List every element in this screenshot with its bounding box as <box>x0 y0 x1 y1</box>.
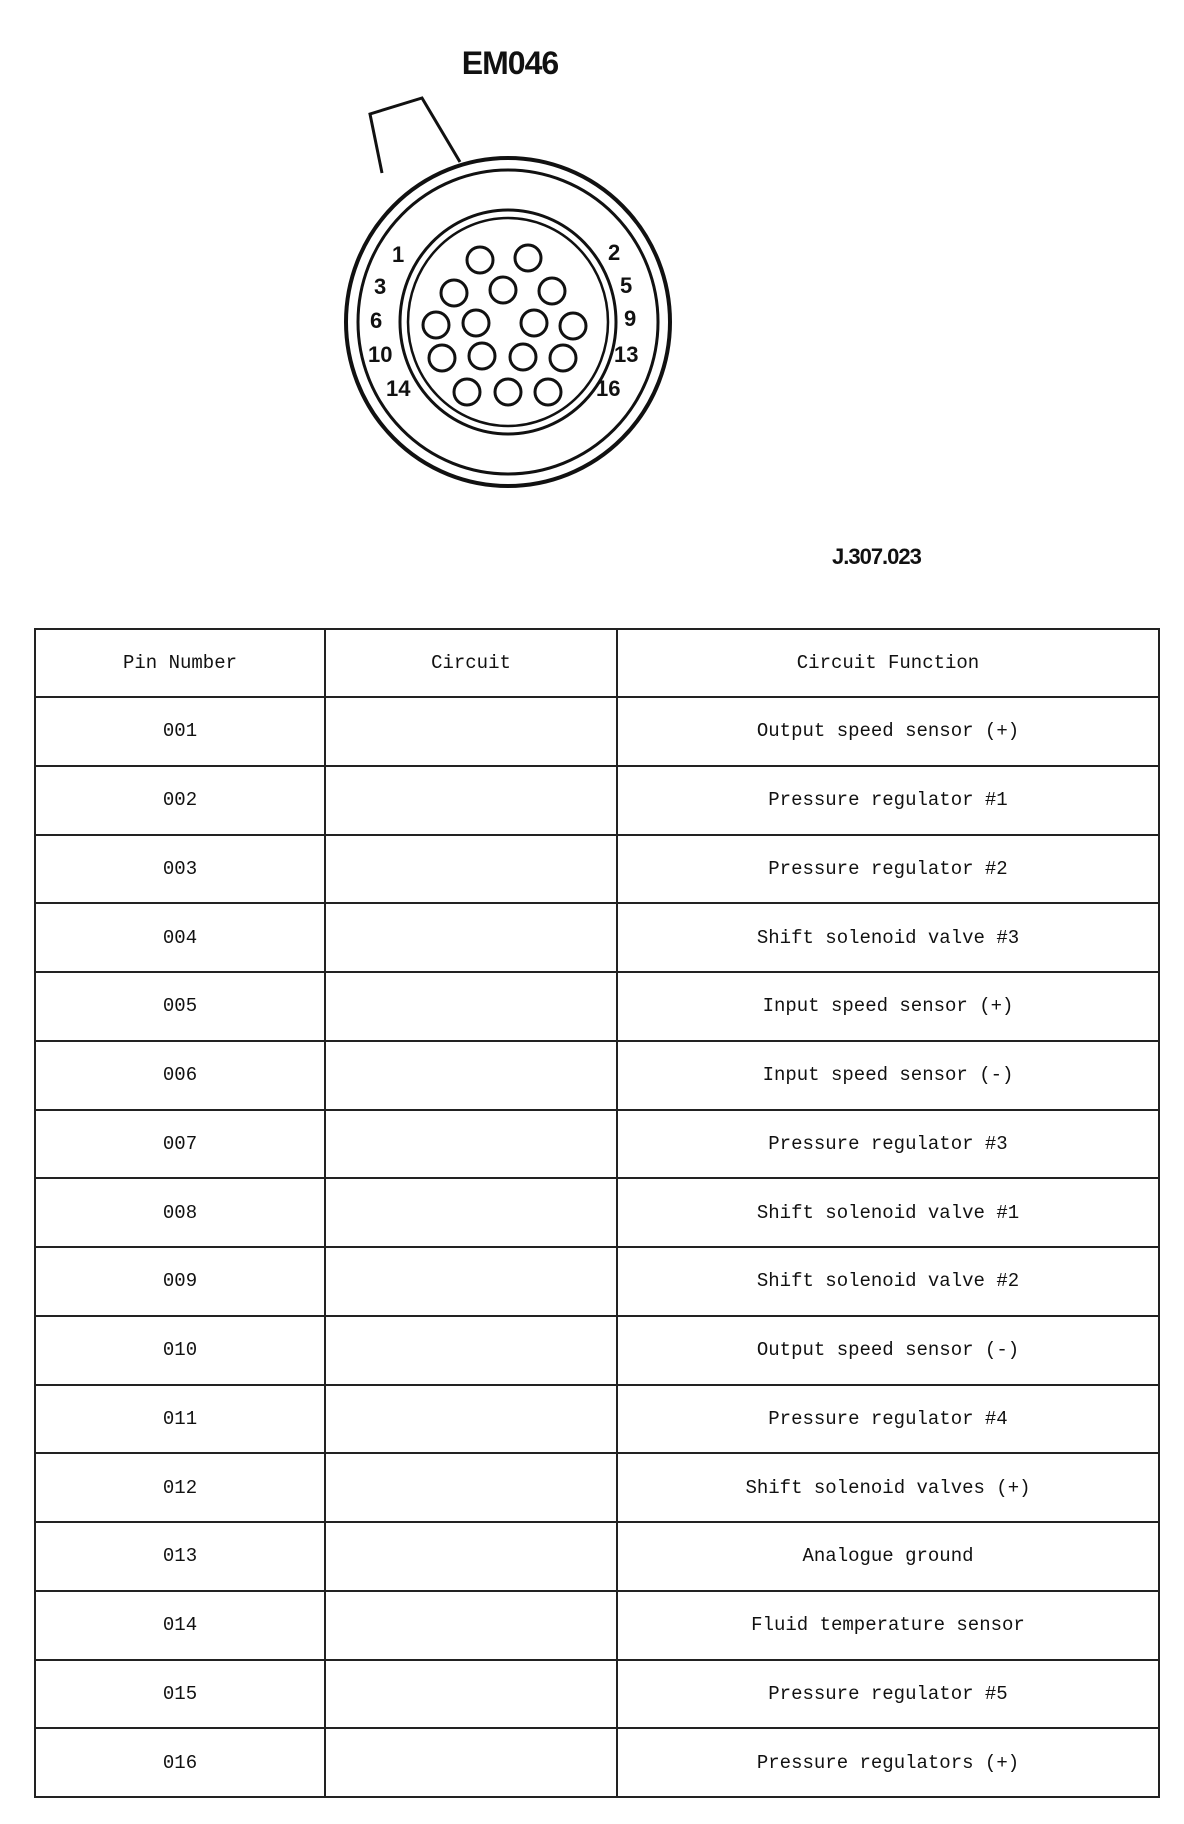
cell-circuit-function: Input speed sensor (-) <box>617 1041 1159 1110</box>
pin-label-2: 2 <box>608 240 621 265</box>
cell-pin-number: 010 <box>35 1316 325 1385</box>
cell-circuit-function: Analogue ground <box>617 1522 1159 1591</box>
cell-circuit <box>325 1385 617 1454</box>
cell-circuit-function: Output speed sensor (-) <box>617 1316 1159 1385</box>
cell-circuit <box>325 1522 617 1591</box>
reference-code: J.307.023 <box>832 544 921 569</box>
cell-circuit <box>325 1041 617 1110</box>
cell-pin-number: 007 <box>35 1110 325 1179</box>
header-pin-number: Pin Number <box>35 629 325 697</box>
table-row <box>35 1178 1159 1247</box>
pin-cavity-16 <box>535 379 561 405</box>
pin-cavity-8 <box>521 310 547 336</box>
cell-pin-number: 014 <box>35 1591 325 1660</box>
pin-cavity-4 <box>490 277 516 303</box>
table-row <box>35 1728 1159 1797</box>
cell-pin-number: 006 <box>35 1041 325 1110</box>
pin-cavity-15 <box>495 379 521 405</box>
pin-cavity-5 <box>539 278 565 304</box>
table-row <box>35 903 1159 972</box>
cell-circuit <box>325 1591 617 1660</box>
table-row <box>35 1316 1159 1385</box>
cell-circuit-function: Pressure regulator #2 <box>617 835 1159 904</box>
table-row <box>35 835 1159 904</box>
cell-pin-number: 004 <box>35 903 325 972</box>
table-row <box>35 1591 1159 1660</box>
pin-label-5: 5 <box>620 273 633 298</box>
cell-pin-number: 013 <box>35 1522 325 1591</box>
cell-pin-number: 016 <box>35 1728 325 1797</box>
cell-pin-number: 012 <box>35 1453 325 1522</box>
table-row <box>35 1453 1159 1522</box>
table-row <box>35 697 1159 766</box>
table-row <box>35 1385 1159 1454</box>
pin-cavity-1 <box>467 247 493 273</box>
cell-pin-number: 011 <box>35 1385 325 1454</box>
table-row <box>35 1660 1159 1729</box>
cell-circuit <box>325 1660 617 1729</box>
pin-cavity-6 <box>423 312 449 338</box>
cell-circuit <box>325 972 617 1041</box>
table-row <box>35 1041 1159 1110</box>
cell-circuit-function: Pressure regulator #5 <box>617 1660 1159 1729</box>
pin-cavity-3 <box>441 280 467 306</box>
table-header-row <box>35 629 1159 697</box>
pin-cavity-12 <box>510 344 536 370</box>
table-row <box>35 972 1159 1041</box>
pin-label-13: 13 <box>614 342 639 367</box>
pin-label-1: 1 <box>392 242 405 267</box>
pin-table <box>34 628 1160 1798</box>
cell-circuit-function: Shift solenoid valve #3 <box>617 903 1159 972</box>
cell-circuit-function: Pressure regulator #4 <box>617 1385 1159 1454</box>
pin-label-16: 16 <box>596 376 621 401</box>
cell-circuit <box>325 835 617 904</box>
cell-circuit <box>325 903 617 972</box>
connector-latch-tab <box>370 98 460 173</box>
cell-pin-number: 008 <box>35 1178 325 1247</box>
pin-label-14: 14 <box>386 376 411 401</box>
pin-cavity-13 <box>550 345 576 371</box>
cell-pin-number: 005 <box>35 972 325 1041</box>
cell-circuit <box>325 1178 617 1247</box>
pin-label-10: 10 <box>368 342 393 367</box>
table-row <box>35 1247 1159 1316</box>
cell-circuit-function: Input speed sensor (+) <box>617 972 1159 1041</box>
cell-circuit <box>325 1110 617 1179</box>
pin-cavity-11 <box>469 343 495 369</box>
table-row <box>35 766 1159 835</box>
cell-circuit-function: Shift solenoid valve #1 <box>617 1178 1159 1247</box>
header-circuit-function: Circuit Function <box>617 629 1159 697</box>
connector-title: EM046 <box>461 45 559 81</box>
cell-circuit <box>325 1728 617 1797</box>
cell-pin-number: 003 <box>35 835 325 904</box>
header-circuit: Circuit <box>325 629 617 697</box>
cell-circuit <box>325 1316 617 1385</box>
table-row <box>35 1110 1159 1179</box>
pin-label-6: 6 <box>370 308 383 333</box>
cell-circuit <box>325 1453 617 1522</box>
cell-pin-number: 001 <box>35 697 325 766</box>
cell-circuit-function: Output speed sensor (+) <box>617 697 1159 766</box>
pin-label-3: 3 <box>374 274 387 299</box>
cell-pin-number: 015 <box>35 1660 325 1729</box>
cell-circuit-function: Pressure regulator #3 <box>617 1110 1159 1179</box>
pin-cavity-9 <box>560 313 586 339</box>
cell-circuit-function: Pressure regulator #1 <box>617 766 1159 835</box>
cell-circuit <box>325 697 617 766</box>
cell-pin-number: 009 <box>35 1247 325 1316</box>
pin-cavity-14 <box>454 379 480 405</box>
cell-circuit-function: Fluid temperature sensor <box>617 1591 1159 1660</box>
cell-circuit <box>325 766 617 835</box>
connector-diagram <box>330 90 700 510</box>
pin-cavity-10 <box>429 345 455 371</box>
cell-circuit-function: Shift solenoid valves (+) <box>617 1453 1159 1522</box>
pin-label-9: 9 <box>624 306 637 331</box>
cell-circuit-function: Shift solenoid valve #2 <box>617 1247 1159 1316</box>
cell-pin-number: 002 <box>35 766 325 835</box>
cell-circuit <box>325 1247 617 1316</box>
pin-cavity-2 <box>515 245 541 271</box>
cell-circuit-function: Pressure regulators (+) <box>617 1728 1159 1797</box>
connector-outer-ring <box>346 158 670 486</box>
table-row <box>35 1522 1159 1591</box>
pin-cavity-7 <box>463 310 489 336</box>
